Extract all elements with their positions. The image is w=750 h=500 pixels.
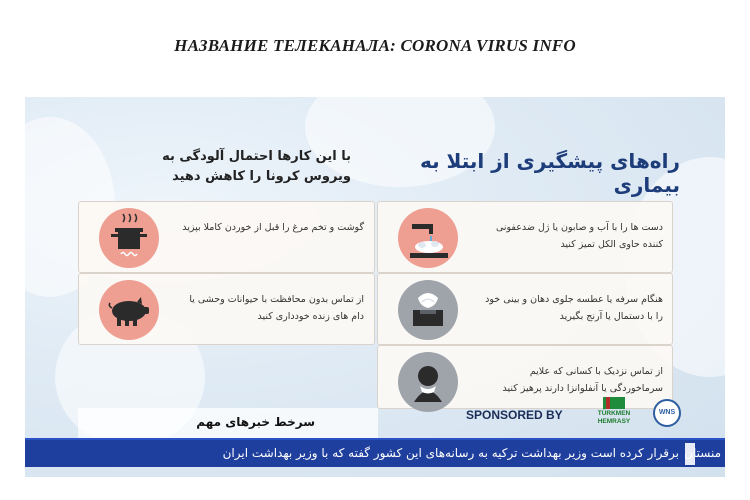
tip-text: از تماس بدون محافظت با حیوانات وحشی یا دام های زنده خودداری کنید bbox=[189, 294, 364, 322]
sponsor-label: SPONSORED BY bbox=[466, 408, 563, 422]
tip-card-cooking bbox=[78, 201, 375, 273]
pig-icon bbox=[99, 280, 159, 340]
news-ticker bbox=[25, 438, 725, 467]
video-frame bbox=[25, 97, 725, 477]
ticker-text: برقرار کرده است وزیر بهداشت ترکیه به رسانه‌های این کشور گفته که با وزیر بهداشت ایران bbox=[222, 446, 679, 460]
ticker-tail-text: منستان bbox=[684, 446, 721, 460]
sponsor-logo-line1: TÜRKMEN bbox=[597, 410, 631, 417]
tip-card-handwash bbox=[377, 201, 673, 273]
flag-icon bbox=[603, 397, 625, 409]
channel-logo: WNS bbox=[653, 399, 681, 427]
tip-card-animals bbox=[78, 273, 375, 345]
tip-text: دست ها را با آب و صابون یا ژل ضدعفونی کننده حاوی الکل تمیز کنید bbox=[495, 222, 663, 250]
tissue-box-icon bbox=[398, 280, 458, 340]
ticker-title: سرخط خبرهای مهم bbox=[196, 415, 315, 429]
cooking-pot-icon bbox=[99, 208, 159, 268]
page-title: НАЗВАНИЕ ТЕЛЕКАНАЛА: CORONA VIRUS INFO bbox=[174, 36, 576, 55]
slide-heading-right: راه‌های پیشگیری از ابتلا به بیماری bbox=[419, 149, 680, 197]
tip-text: هنگام سرفه یا عطسه جلوی دهان و بینی خود را با دستمال یا آرنج بگیرید bbox=[485, 294, 663, 322]
tip-text: از تماس نزدیک با کسانی که علایم سرماخوردگی یا آنفلوانزا دارند پرهیز کنید bbox=[502, 366, 663, 394]
sponsor-logo bbox=[581, 397, 647, 427]
sick-person-icon bbox=[398, 352, 458, 412]
sponsor-logo-line2: HEMRASY bbox=[597, 418, 631, 425]
hand-washing-icon bbox=[398, 208, 458, 268]
tip-text: گوشت و تخم مرغ را قبل از خوردن کاملا بپزید bbox=[182, 222, 364, 233]
tip-card-sneeze bbox=[377, 273, 673, 345]
slide-heading-left: با این کارها احتمال آلودگی به ویروس کرونا را کاهش دهید bbox=[162, 149, 351, 184]
